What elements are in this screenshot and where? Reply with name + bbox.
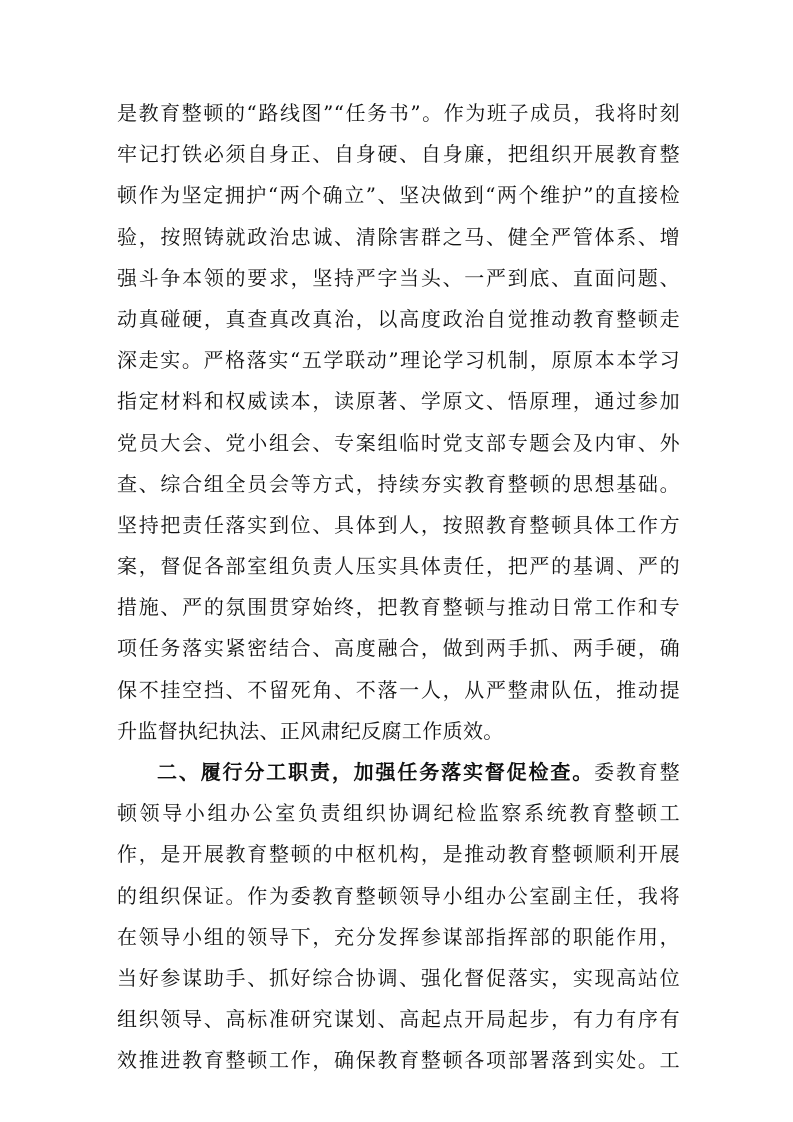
paragraph-1-line-1: 是教育整顿的“路线图”“任务书”。作为班子成员，我将时刻 xyxy=(117,101,680,125)
section-heading: 二、履行分工职责，加强任务落实督促检查。 xyxy=(157,760,595,784)
paragraph-1-line-10: 查、综合组全员会等方式，持续夯实教育整顿的思想基础。 xyxy=(117,471,680,496)
paragraph-2-line-3: 作，是开展教育整顿的中枢机构，是推动教育整顿顺利开展 xyxy=(117,842,680,867)
paragraph-2-line-8: 效推进教育整顿工作，确保教育整顿各项部署落到实处。工 xyxy=(117,1048,680,1073)
paragraph-1-line-15: 保不挂空挡、不留死角、不落一人，从严整肃队伍，推动提 xyxy=(117,677,680,702)
paragraph-2-first-line xyxy=(117,752,680,793)
paragraph-1-line-3: 顿作为坚定拥护“两个确立”、坚决做到“两个维护”的直接检 xyxy=(117,183,680,208)
paragraph-1-line-12: 案，督促各部室组负责人压实具体责任，把严的基调、严的 xyxy=(117,554,680,579)
paragraph-1-line-7: 深走实。严格落实“五学联动”理论学习机制，原原本本学习 xyxy=(117,348,680,373)
paragraph-1-line-5: 强斗争本领的要求，坚持严字当头、一严到底、直面问题、 xyxy=(117,265,680,290)
paragraph-1-line-16: 升监督执纪执法、正风肃纪反腐工作质效。 xyxy=(117,718,504,743)
paragraph-2-line-5: 在领导小组的领导下，充分发挥参谋部指挥部的职能作用， xyxy=(117,924,680,949)
paragraph-1-line-6: 动真碰硬，真查真改真治，以高度政治自觉推动教育整顿走 xyxy=(117,306,680,331)
document-body xyxy=(117,93,680,1082)
paragraph-1-line-14: 项任务落实紧密结合、高度融合，做到两手抓、两手硬，确 xyxy=(117,636,680,661)
paragraph-1-line-8: 指定材料和权威读本，读原著、学原文、悟原理，通过参加 xyxy=(117,389,680,414)
paragraph-1-line-2: 牢记打铁必须自身正、自身硬、自身廉，把组织开展教育整 xyxy=(117,142,680,167)
paragraph-1-line-13: 措施、严的氛围贯穿始终，把教育整顿与推动日常工作和专 xyxy=(117,595,680,620)
paragraph-1-line-11: 坚持把责任落实到位、具体到人，按照教育整顿具体工作方 xyxy=(117,512,680,537)
paragraph-2-line-2: 顿领导小组办公室负责组织协调纪检监察系统教育整顿工 xyxy=(117,801,680,826)
paragraph-2-first-line-rest: 委教育整 xyxy=(594,760,680,784)
paragraph-1-line-4: 验，按照铸就政治忠诚、清除害群之马、健全严管体系、增 xyxy=(117,224,680,249)
paragraph-2-line-7: 组织领导、高标准研究谋划、高起点开局起步，有力有序有 xyxy=(117,1007,680,1032)
paragraph-1-line-9: 党员大会、党小组会、专案组临时党支部专题会及内审、外 xyxy=(117,430,680,455)
paragraph-2-line-4: 的组织保证。作为委教育整顿领导小组办公室副主任，我将 xyxy=(117,883,680,908)
paragraph-2-line-6: 当好参谋助手、抓好综合协调、强化督促落实，实现高站位 xyxy=(117,965,680,990)
